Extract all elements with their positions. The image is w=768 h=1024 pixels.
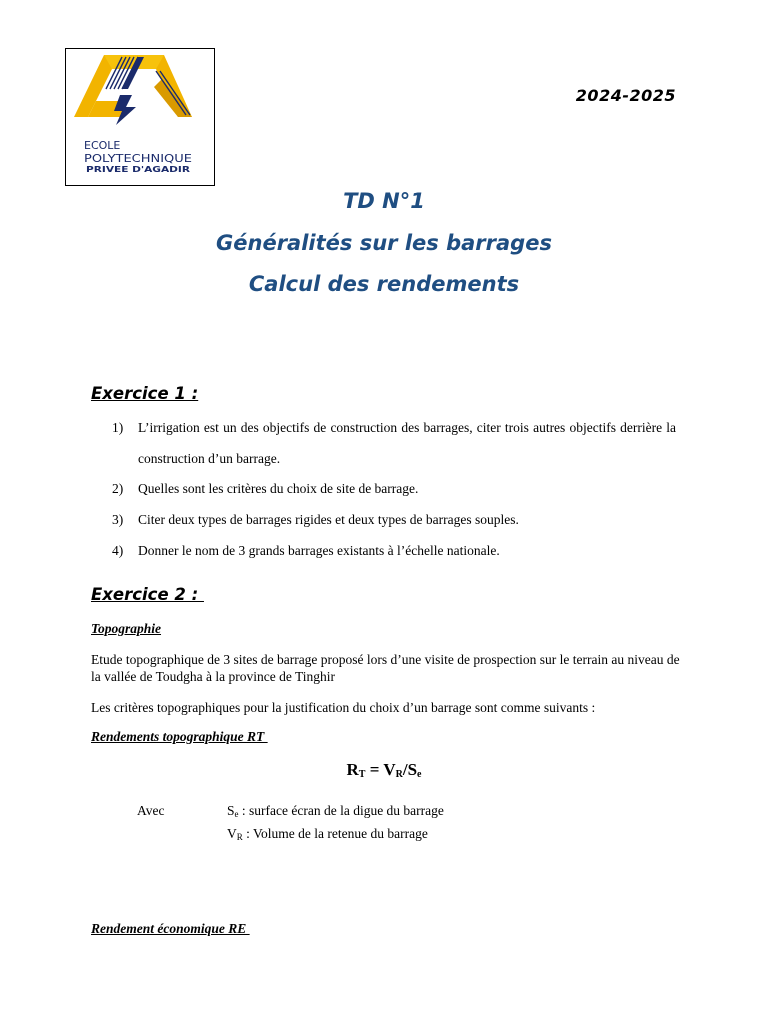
definition-se [227,803,444,819]
academic-year: 2024-2025 [575,86,676,105]
rt-formula [0,760,768,780]
exercise-2-heading: Exercice 2 : [91,585,204,604]
question-4-text: Donner le nom de 3 grands barrages existants à l’échelle nationale. [138,543,500,558]
polytechnic-logo-icon [66,49,214,185]
school-logo [65,48,215,186]
re-heading: Rendement économique RE [91,921,250,936]
question-1-number: 1) [112,420,124,435]
question-1 [112,412,676,474]
def-se-text: : surface écran de la digue du barrage [238,803,444,818]
question-4-number: 4) [112,543,124,558]
question-3-text: Citer deux types de barrages rigides et deux types de barrages souples. [138,512,519,527]
def-se-sub: e [234,809,239,819]
formula-r-sub: T [358,769,366,780]
question-2-text: Quelles sont les critères du choix de site de barrage. [138,481,419,496]
logo-line3: PRIVEE D'AGADIR [86,165,191,174]
def-se-symbol: S [227,803,235,818]
rt-heading: Rendements topographique RT [91,729,268,744]
formula-eq: = V [365,760,396,779]
criteria-paragraph: Les critères topographiques pour la justification du choix d’un barrage sont comme suivants : [91,700,596,715]
td-subtitle: Généralités sur les barrages [216,231,552,255]
question-4 [112,535,676,566]
topography-heading: Topographie [91,621,162,636]
formula-r: R [346,760,359,779]
question-1-text: L’irrigation est un des objectifs de construction des barrages, citer trois autres objectifs derrière la construction d’un barrage. [138,420,676,466]
avec-label: Avec [137,803,165,818]
td-title: TD N°1 [343,189,425,213]
logo-line1: ECOLE [84,139,121,152]
question-2-number: 2) [112,481,124,496]
logo-line2: POLYTECHNIQUE [84,152,193,165]
td-subtitle-2: Calcul des rendements [248,272,520,296]
def-vr-text: : Volume de la retenue du barrage [242,826,428,841]
definition-vr [227,826,428,842]
question-2 [112,473,676,504]
formula-v-sub: R [395,769,403,780]
formula-s-sub: e [417,769,422,780]
question-3-number: 3) [112,512,124,527]
def-vr-symbol: V [227,826,237,841]
formula-slash: /S [402,760,418,779]
question-3 [112,504,676,535]
exercise-1-heading: Exercice 1 : [91,384,199,403]
topography-paragraph: Etude topographique de 3 sites de barrage proposé lors d’une visite de prospection sur le terrain au niveau de la vallée de Toudgha à la province de Tinghir [91,652,680,684]
def-vr-sub: R [236,832,243,842]
